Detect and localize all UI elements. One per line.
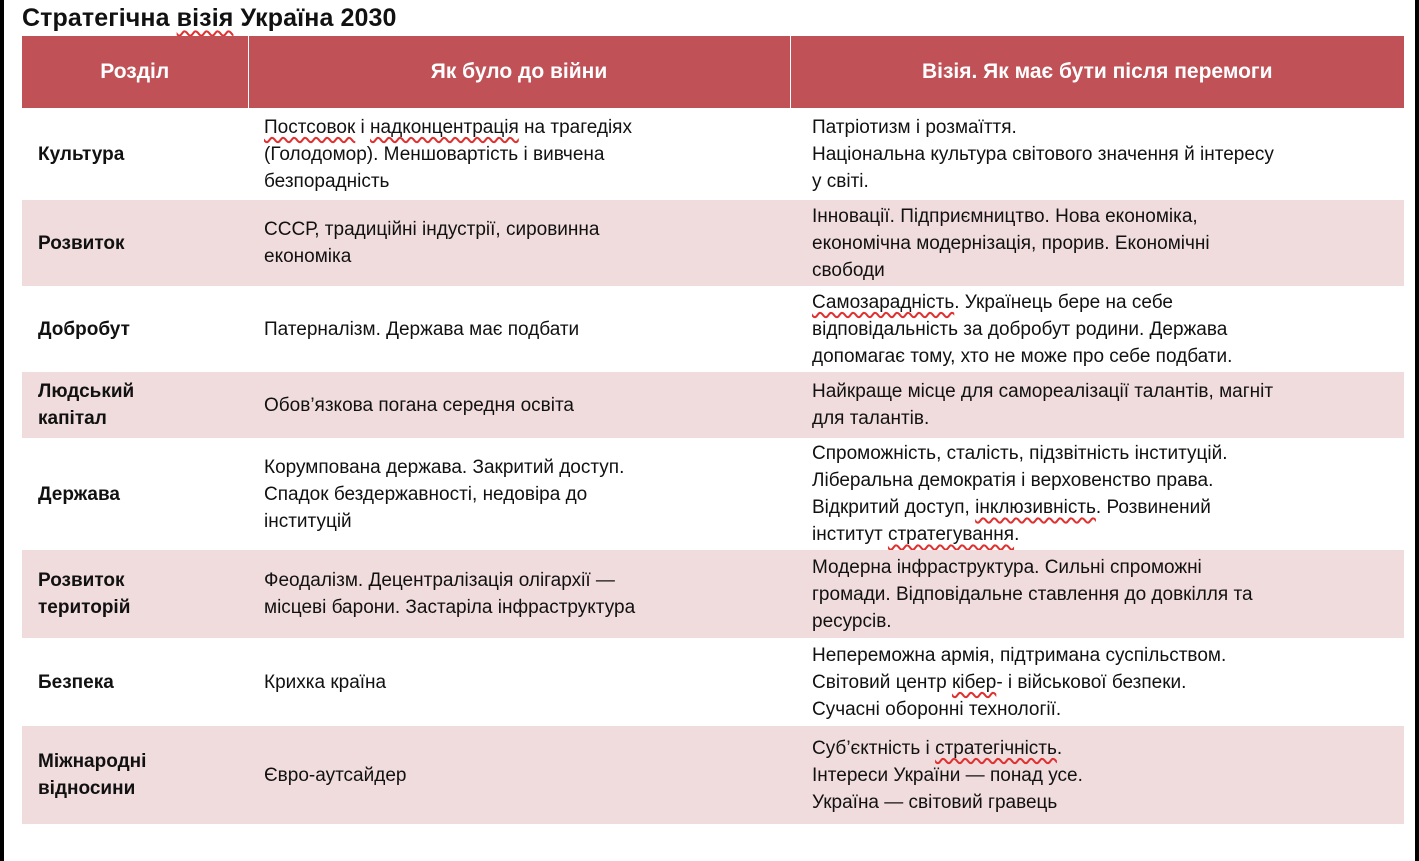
cell-line: для талантів. [812,408,930,429]
title-part: Стратегічна [22,4,177,32]
cell-line: місцеві барони. Застаріла інфраструктура [264,597,636,618]
cell-line: у світі. [812,170,869,192]
cell-before-war [248,726,790,824]
cell-line: економічна модернізація, прорив. Економічні [812,232,1210,254]
cell-line: Самозарадність. Українець бере на себе [812,291,1173,313]
header-vision: Візія. Як має бути після перемоги [790,36,1404,108]
cell-line: громади. Відповідальне ставлення до довкілля та [812,583,1253,605]
strategy-vision-table [22,36,1404,824]
cell-vision [790,638,1404,726]
cell-section: Культура [22,108,248,200]
cell-line: Україна — світовий гравець [812,791,1058,813]
table-row [22,638,1404,726]
cell-line: Постсовок і надконцентрація на трагедіях [264,116,632,138]
cell-section: Добробут [22,286,248,372]
cell-before-war [248,108,790,200]
cell-line: Крихка країна [264,671,387,693]
cell-line: безпорадність [264,170,390,192]
cell-line: (Голодомор). Меншовартість і вивчена [264,143,605,165]
cell-line: Суб’єктність і стратегічність. [812,737,1063,759]
cell-line: Патріотизм і розмаїття. [812,116,1017,138]
cell-line: допомагає тому, хто не може про себе подбати. [812,345,1233,367]
document-title [22,2,397,34]
cell-line: Інтереси України — понад усе. [812,764,1083,786]
cell-vision [790,108,1404,200]
table-row [22,108,1404,200]
cell-line: Світовий центр кібер- і військової безпеки. [812,671,1187,693]
cell-vision [790,286,1404,372]
table-row [22,372,1404,438]
cell-line: Інновації. Підприємництво. Нова економіка, [812,205,1198,227]
table-body [22,108,1404,824]
cell-vision [790,372,1404,438]
cell-section: Безпека [22,638,248,726]
cell-before-war [248,550,790,638]
cell-section: Міжнародні відносини [22,726,248,824]
cell-before-war [248,200,790,286]
cell-section: Розвиток [22,200,248,286]
cell-line: Спроможність, сталість, підзвітність інституцій. [812,443,1228,464]
cell-line: Національна культура світового значення й інтересу [812,143,1274,165]
window-edge-right [1415,0,1419,861]
cell-vision [790,200,1404,286]
cell-line: Найкраще місце для самореалізації талантів, магніт [812,381,1274,402]
cell-line: Корумпована держава. Закритий доступ. [264,456,625,478]
cell-line: Модерна інфраструктура. Сильні спроможні [812,556,1202,578]
header-before-war: Як було до війни [248,36,790,108]
cell-section: Людський капітал [22,372,248,438]
table-row [22,200,1404,286]
cell-line: Непереможна армія, підтримана суспільством. [812,644,1227,666]
header-section: Розділ [22,36,248,108]
cell-line: Патерналізм. Держава має подбати [264,318,580,340]
cell-line: Ліберальна демократія і верховенство права. [812,470,1214,491]
cell-vision [790,726,1404,824]
cell-line: економіка [264,246,352,267]
title-part-flagged: візія [176,4,234,32]
cell-before-war [248,286,790,372]
cell-line: свободи [812,259,885,281]
cell-line: Відкритий доступ, інклюзивність. Розвинений [812,497,1211,518]
cell-line: відповідальність за добробут родини. Держава [812,318,1228,340]
cell-line: Євро-аутсайдер [264,764,407,786]
cell-line: СССР, традиційні індустрії, сировинна [264,219,600,240]
cell-before-war [248,438,790,550]
table-header-row [22,36,1404,108]
cell-line: інститут стратегування. [812,524,1020,545]
cell-before-war [248,638,790,726]
table-row [22,550,1404,638]
cell-line: інституцій [264,510,352,532]
cell-line: Сучасні оборонні технології. [812,698,1062,720]
table-row [22,438,1404,550]
title-part: Україна 2030 [233,4,397,32]
cell-line: Феодалізм. Децентралізація олігархії — [264,570,615,591]
cell-vision [790,438,1404,550]
cell-line: Спадок бездержавності, недовіра до [264,483,588,505]
cell-before-war [248,372,790,438]
cell-line: Обов’язкова погана середня освіта [264,394,575,416]
cell-line: ресурсів. [812,610,892,632]
window-edge-left [0,0,4,861]
cell-section: Держава [22,438,248,550]
table-row [22,726,1404,824]
table-row [22,286,1404,372]
cell-vision [790,550,1404,638]
cell-section: Розвиток територій [22,550,248,638]
